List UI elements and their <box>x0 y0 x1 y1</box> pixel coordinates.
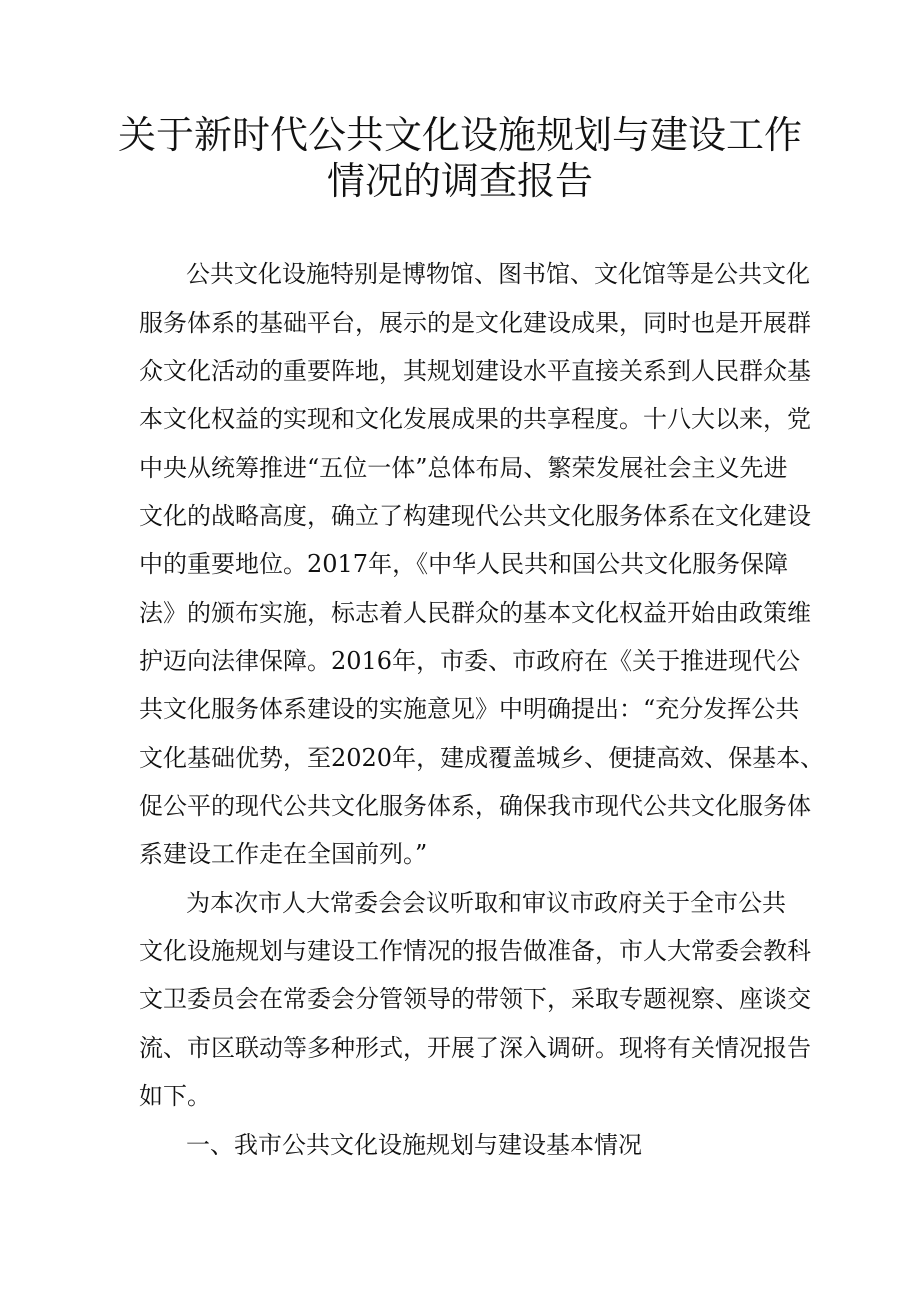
paragraph-line <box>0 307 920 339</box>
paragraph-line <box>0 742 920 774</box>
paragraph-line <box>0 500 920 532</box>
paragraph-line <box>0 1080 920 1112</box>
section-heading-row <box>0 1129 920 1161</box>
document-title-line-2: 情况的调查报告 <box>326 159 593 203</box>
paragraph-1-line-10: 共文化服务体系建设的实施意见》中明确提出：“充分发挥公共 <box>139 695 800 723</box>
paragraph-line <box>0 983 920 1015</box>
paragraph-2-line-4: 流、市区联动等多种形式，开展了深入调研。现将有关情况报告 <box>139 1034 811 1062</box>
paragraph-1-line-7: 中的重要地位。2017年，《中华人民共和国公共文化服务保障 <box>139 550 789 578</box>
section-heading: 一、我市公共文化设施规划与建设基本情况 <box>186 1131 642 1159</box>
paragraph-line <box>0 548 920 580</box>
paragraph-1-line-1: 公共文化设施特别是博物馆、图书馆、文化馆等是公共文化 <box>186 260 810 288</box>
paragraph-line <box>0 838 920 870</box>
paragraph-line <box>0 258 920 290</box>
paragraph-1-line-2: 服务体系的基础平台，展示的是文化建设成果，同时也是开展群 <box>139 309 811 337</box>
paragraph-line <box>0 645 920 677</box>
document-title-line-1: 关于新时代公共文化设施规划与建设工作 <box>117 113 802 157</box>
paragraph-1-line-9: 护迈向法律保障。2016年，市委、市政府在《关于推进现代公 <box>139 647 801 675</box>
paragraph-1-line-6: 文化的战略高度，确立了构建现代公共文化服务体系在文化建设 <box>139 502 811 530</box>
paragraph-line <box>0 1032 920 1064</box>
paragraph-line <box>0 403 920 435</box>
paragraph-line <box>0 790 920 822</box>
paragraph-2-line-1: 为本次市人大常委会会议听取和审议市政府关于全市公共 <box>186 889 786 917</box>
paragraph-line <box>0 887 920 919</box>
paragraph-line <box>0 935 920 967</box>
paragraph-line <box>0 597 920 629</box>
paragraph-2-line-2: 文化设施规划与建设工作情况的报告做准备，市人大常委会教科 <box>139 937 811 965</box>
paragraph-1-line-11: 文化基础优势，至2020年，建成覆盖城乡、便捷高效、保基本、 <box>139 744 825 772</box>
paragraph-1-line-3: 众文化活动的重要阵地，其规划建设水平直接关系到人民群众基 <box>139 357 811 385</box>
paragraph-line <box>0 355 920 387</box>
paragraph-2-line-5: 如下。 <box>139 1082 211 1110</box>
paragraph-2-line-3: 文卫委员会在常委会分管领导的带领下，采取专题视察、座谈交 <box>139 985 811 1013</box>
paragraph-1-line-13: 系建设工作走在全国前列。” <box>139 840 428 868</box>
paragraph-1-line-12: 促公平的现代公共文化服务体系，确保我市现代公共文化服务体 <box>139 792 811 820</box>
paragraph-line <box>0 452 920 484</box>
paragraph-1-line-8: 法》的颁布实施，标志着人民群众的基本文化权益开始由政策维 <box>139 599 811 627</box>
paragraph-1-line-4: 本文化权益的实现和文化发展成果的共享程度。十八大以来，党 <box>139 405 811 433</box>
paragraph-line <box>0 693 920 725</box>
paragraph-1-line-5: 中央从统筹推进“五位一体”总体布局、繁荣发展社会主义先进 <box>139 454 788 482</box>
